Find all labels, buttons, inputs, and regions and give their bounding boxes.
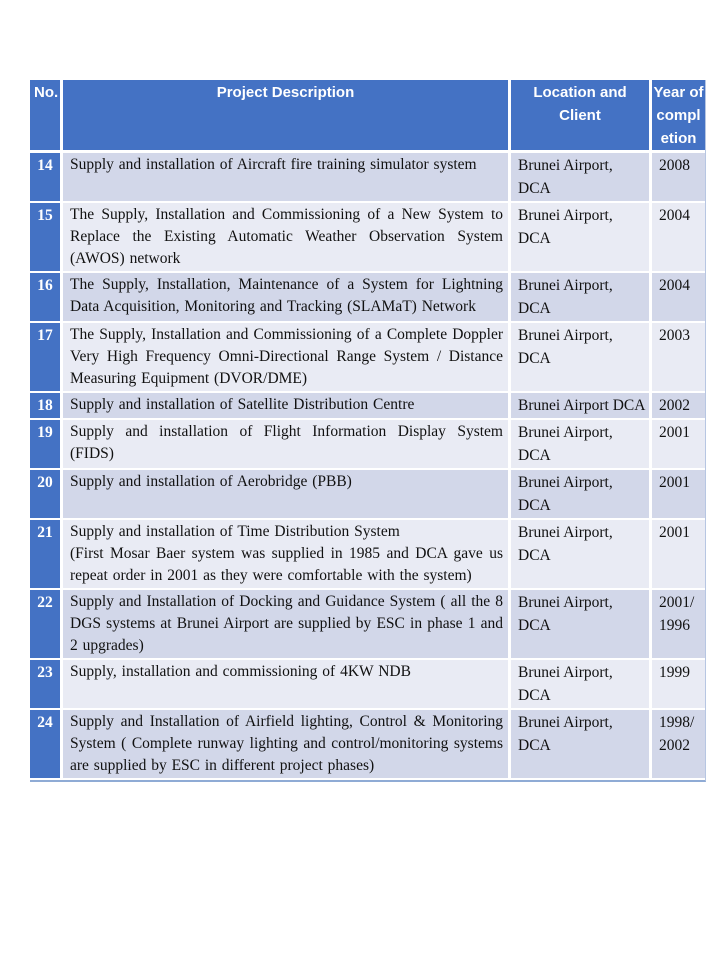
row-number-cell: 18 [30, 393, 63, 420]
projects-table-body [30, 153, 705, 780]
description-paragraph: Supply and Installation of Airfield lighting, Control & Monitoring System ( Complete runway lighting and control/monitoring systems are supplied by ESC in different project phases) [70, 713, 503, 774]
header-project-description: Project Description [63, 80, 511, 153]
row-number-cell: 17 [30, 323, 63, 393]
location-client-cell: Brunei Airport, DCA [511, 273, 652, 323]
table-row [30, 153, 705, 203]
table-row [30, 710, 705, 780]
description-paragraph: (First Mosar Baer system was supplied in 1985 and DCA gave us repeat order in 2001 as they were comfortable with the system) [70, 545, 503, 584]
location-client-cell: Brunei Airport, DCA [511, 203, 652, 273]
row-number-cell: 23 [30, 660, 63, 710]
project-description-cell [63, 393, 511, 420]
description-paragraph: Supply and installation of Aerobridge (PBB) [70, 473, 352, 490]
row-number-cell: 15 [30, 203, 63, 273]
location-client-cell: Brunei Airport, DCA [511, 470, 652, 520]
header-location-client: Location and Client [511, 80, 652, 153]
description-paragraph: Supply, installation and commissioning of 4KW NDB [70, 663, 411, 680]
table-row [30, 203, 705, 273]
table-row [30, 590, 705, 660]
row-number-cell: 14 [30, 153, 63, 203]
description-paragraph: Supply and installation of Time Distribution System [70, 523, 400, 540]
year-of-completion-cell: 2003 [652, 323, 705, 393]
description-paragraph: The Supply, Installation and Commissioning of a New System to Replace the Existing Automatic Weather Observation System (AWOS) network [70, 206, 503, 267]
location-client-cell: Brunei Airport, DCA [511, 153, 652, 203]
year-of-completion-cell: 2008 [652, 153, 705, 203]
project-description-cell [63, 323, 511, 393]
project-description-cell [63, 710, 511, 780]
table-row [30, 323, 705, 393]
year-of-completion-cell: 2001/ 1996 [652, 590, 705, 660]
table-row [30, 660, 705, 710]
project-description-cell [63, 273, 511, 323]
table-row [30, 393, 705, 420]
description-paragraph: Supply and installation of Aircraft fire training simulator system [70, 156, 477, 173]
header-year-line-3: etion [660, 130, 697, 147]
year-of-completion-cell: 1998/ 2002 [652, 710, 705, 780]
header-row [30, 80, 705, 153]
row-number-cell: 16 [30, 273, 63, 323]
projects-table-container [30, 80, 706, 782]
table-row [30, 470, 705, 520]
table-row [30, 520, 705, 590]
row-number-cell: 24 [30, 710, 63, 780]
year-of-completion-cell: 2001 [652, 470, 705, 520]
row-number-cell: 19 [30, 420, 63, 470]
row-number-cell: 20 [30, 470, 63, 520]
project-description-cell [63, 470, 511, 520]
description-paragraph: Supply and Installation of Docking and Guidance System ( all the 8 DGS systems at Brunei Airport are supplied by ESC in phase 1 and 2 upgrades) [70, 593, 503, 654]
description-paragraph: Supply and installation of Satellite Distribution Centre [70, 396, 415, 413]
project-description-cell [63, 203, 511, 273]
location-client-cell: Brunei Airport, DCA [511, 420, 652, 470]
project-description-cell [63, 520, 511, 590]
year-of-completion-cell: 2004 [652, 273, 705, 323]
project-description-cell [63, 153, 511, 203]
projects-table-header [30, 80, 705, 153]
description-paragraph: The Supply, Installation, Maintenance of a System for Lightning Data Acquisition, Monitoring and Tracking (SLAMaT) Network [70, 276, 503, 315]
location-client-cell: Brunei Airport, DCA [511, 520, 652, 590]
projects-table [30, 80, 705, 780]
year-of-completion-cell: 2002 [652, 393, 705, 420]
location-client-cell: Brunei Airport, DCA [511, 710, 652, 780]
header-year-of-completion [652, 80, 705, 153]
location-client-cell: Brunei Airport, DCA [511, 590, 652, 660]
description-paragraph: The Supply, Installation and Commissioning of a Complete Doppler Very High Frequency Omni-Directional Range System / Distance Measuring Equipment (DVOR/DME) [70, 326, 503, 387]
year-of-completion-cell: 1999 [652, 660, 705, 710]
location-client-cell: Brunei Airport, DCA [511, 323, 652, 393]
year-of-completion-cell: 2001 [652, 520, 705, 590]
table-row [30, 420, 705, 470]
location-client-cell: Brunei Airport, DCA [511, 660, 652, 710]
description-paragraph: Supply and installation of Flight Information Display System (FIDS) [70, 423, 503, 462]
row-number-cell: 21 [30, 520, 63, 590]
header-year-line-2: compl [656, 107, 701, 124]
year-of-completion-cell: 2001 [652, 420, 705, 470]
project-description-cell [63, 590, 511, 660]
year-of-completion-cell: 2004 [652, 203, 705, 273]
project-description-cell [63, 420, 511, 470]
location-client-cell: Brunei Airport DCA [511, 393, 652, 420]
header-no: No. [30, 80, 63, 153]
project-description-cell [63, 660, 511, 710]
table-row [30, 273, 705, 323]
header-year-line-1: Year of [653, 84, 704, 101]
row-number-cell: 22 [30, 590, 63, 660]
